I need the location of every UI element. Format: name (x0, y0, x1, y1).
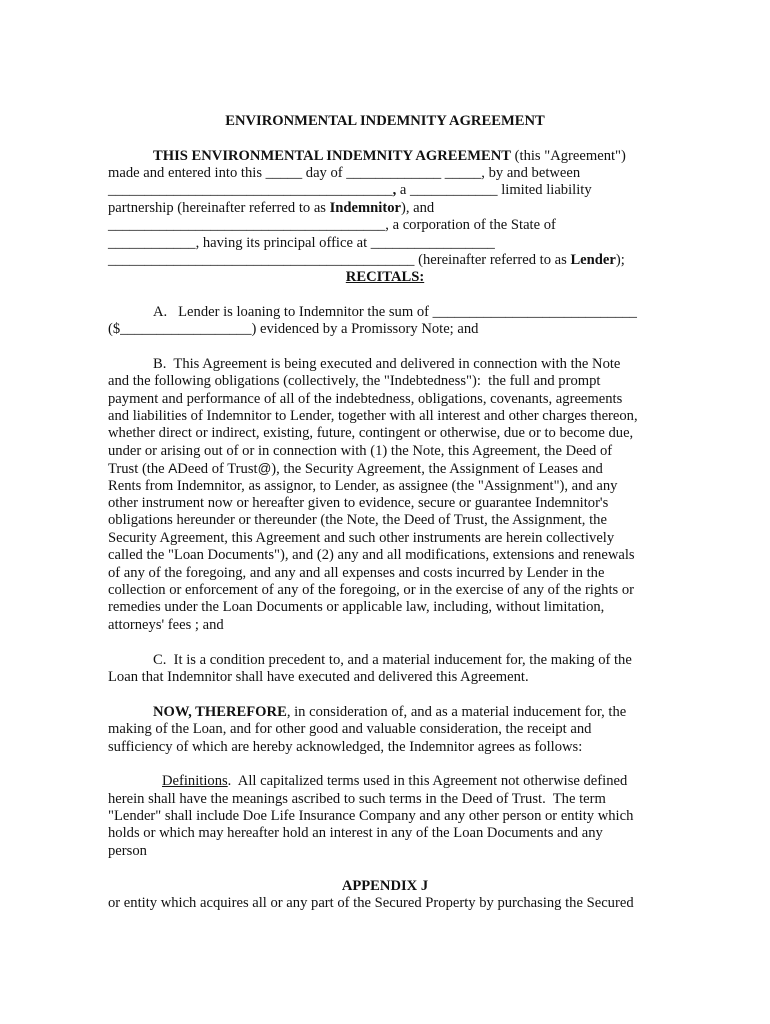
recital-b-line-1: B. This Agreement is being executed and delivered in connection with the Note (153, 356, 621, 372)
recital-b-line-7: Trust (the ADeed of Trust@), the Security Agreement, the Assignment of Leases and (108, 461, 603, 477)
recital-b-line-6: under or arising out of or in connection with (1) the Note, this Agreement, the Deed of (108, 443, 613, 459)
recital-b-line-5: whether direct or indirect, existing, future, contingent or otherwise, due or to become due, (108, 425, 634, 441)
recital-b-line-11: Security Agreement, this Agreement and such other instruments are herein collectively (108, 530, 615, 546)
definitions-line-2: herein shall have the meanings ascribed to such terms in the Deed of Trust. The term (108, 791, 606, 807)
recital-b-line-14: collection or enforcement of any of the foregoing, or in the exercise of any of the rights or (108, 582, 634, 598)
document-title: ENVIRONMENTAL INDEMNITY AGREEMENT (225, 113, 545, 129)
intro-line-1: THIS ENVIRONMENTAL INDEMNITY AGREEMENT (this "Agreement") (153, 148, 626, 164)
intro-line-3: _______________________________________, a ____________ limited liability (108, 182, 592, 198)
recital-b-line-8: Rents from Indemnitor, as assignor, to Lender, as assignee (the "Assignment"), and any (108, 478, 618, 494)
recital-b-line-4: and liabilities of Indemnitor to Lender, together with all interest and other charges thereon, (108, 408, 638, 424)
recital-c-line-2: Loan that Indemnitor shall have executed and delivered this Agreement. (108, 669, 529, 685)
recital-b-line-9: other instrument now or hereafter given to evidence, secure or guarantee Indemnitor's (108, 495, 609, 511)
recital-a-line-2: ($__________________) evidenced by a Promissory Note; and (108, 321, 479, 337)
recital-c-line-1: C. It is a condition precedent to, and a material inducement for, the making of the (153, 652, 632, 668)
intro-line-6: ____________, having its principal office at _________________ (108, 235, 495, 251)
recital-b-line-13: of any of the foregoing, and any and all expenses and costs incurred by Lender in the (108, 565, 605, 581)
recitals-heading: RECITALS: (345, 269, 425, 285)
definitions-line-3: "Lender" shall include Doe Life Insurance Company and any other person or entity which (108, 808, 634, 824)
now-therefore-line-2: making of the Loan, and for other good and valuable consideration, the receipt and (108, 721, 592, 737)
recital-a-line-1: A. Lender is loaning to Indemnitor the sum of ____________________________ (153, 304, 637, 320)
intro-line-7: __________________________________________ (hereinafter referred to as Lender); (108, 252, 625, 268)
definitions-line-1: Definitions. All capitalized terms used in this Agreement not otherwise defined (162, 773, 628, 789)
appendix-heading: APPENDIX J (341, 878, 429, 894)
definitions-line-5: person (108, 843, 147, 859)
recital-b-line-2: and the following obligations (collectively, the "Indebtedness"): the full and prompt (108, 373, 601, 389)
definitions-line-4: holds or which may hereafter hold an interest in any of the Loan Documents and any (108, 825, 603, 841)
now-therefore-line-3: sufficiency of which are hereby acknowledged, the Indemnitor agrees as follows: (108, 739, 583, 755)
recital-b-line-3: payment and performance of all of the indebtedness, obligations, covenants, agreements (108, 391, 623, 407)
recital-b-line-15: remedies under the Loan Documents or applicable law, including, without limitation, (108, 599, 605, 615)
recital-b-line-12: called the "Loan Documents"), and (2) any and all modifications, extensions and renewals (108, 547, 635, 563)
now-therefore-line-1: NOW, THEREFORE, in consideration of, and as a material inducement for, the (153, 704, 627, 720)
intro-line-5: ______________________________________, a corporation of the State of (108, 217, 556, 233)
recital-b-line-10: obligations hereunder or thereunder (the Note, the Deed of Trust, the Assignment, the (108, 512, 607, 528)
intro-line-4: partnership (hereinafter referred to as Indemnitor), and (108, 200, 435, 216)
appendix-line: or entity which acquires all or any part of the Secured Property by purchasing the Secured (108, 895, 634, 911)
recital-b-line-16: attorneys' fees ; and (108, 617, 224, 633)
intro-line-2: made and entered into this _____ day of _____________ _____, by and between (108, 165, 581, 181)
